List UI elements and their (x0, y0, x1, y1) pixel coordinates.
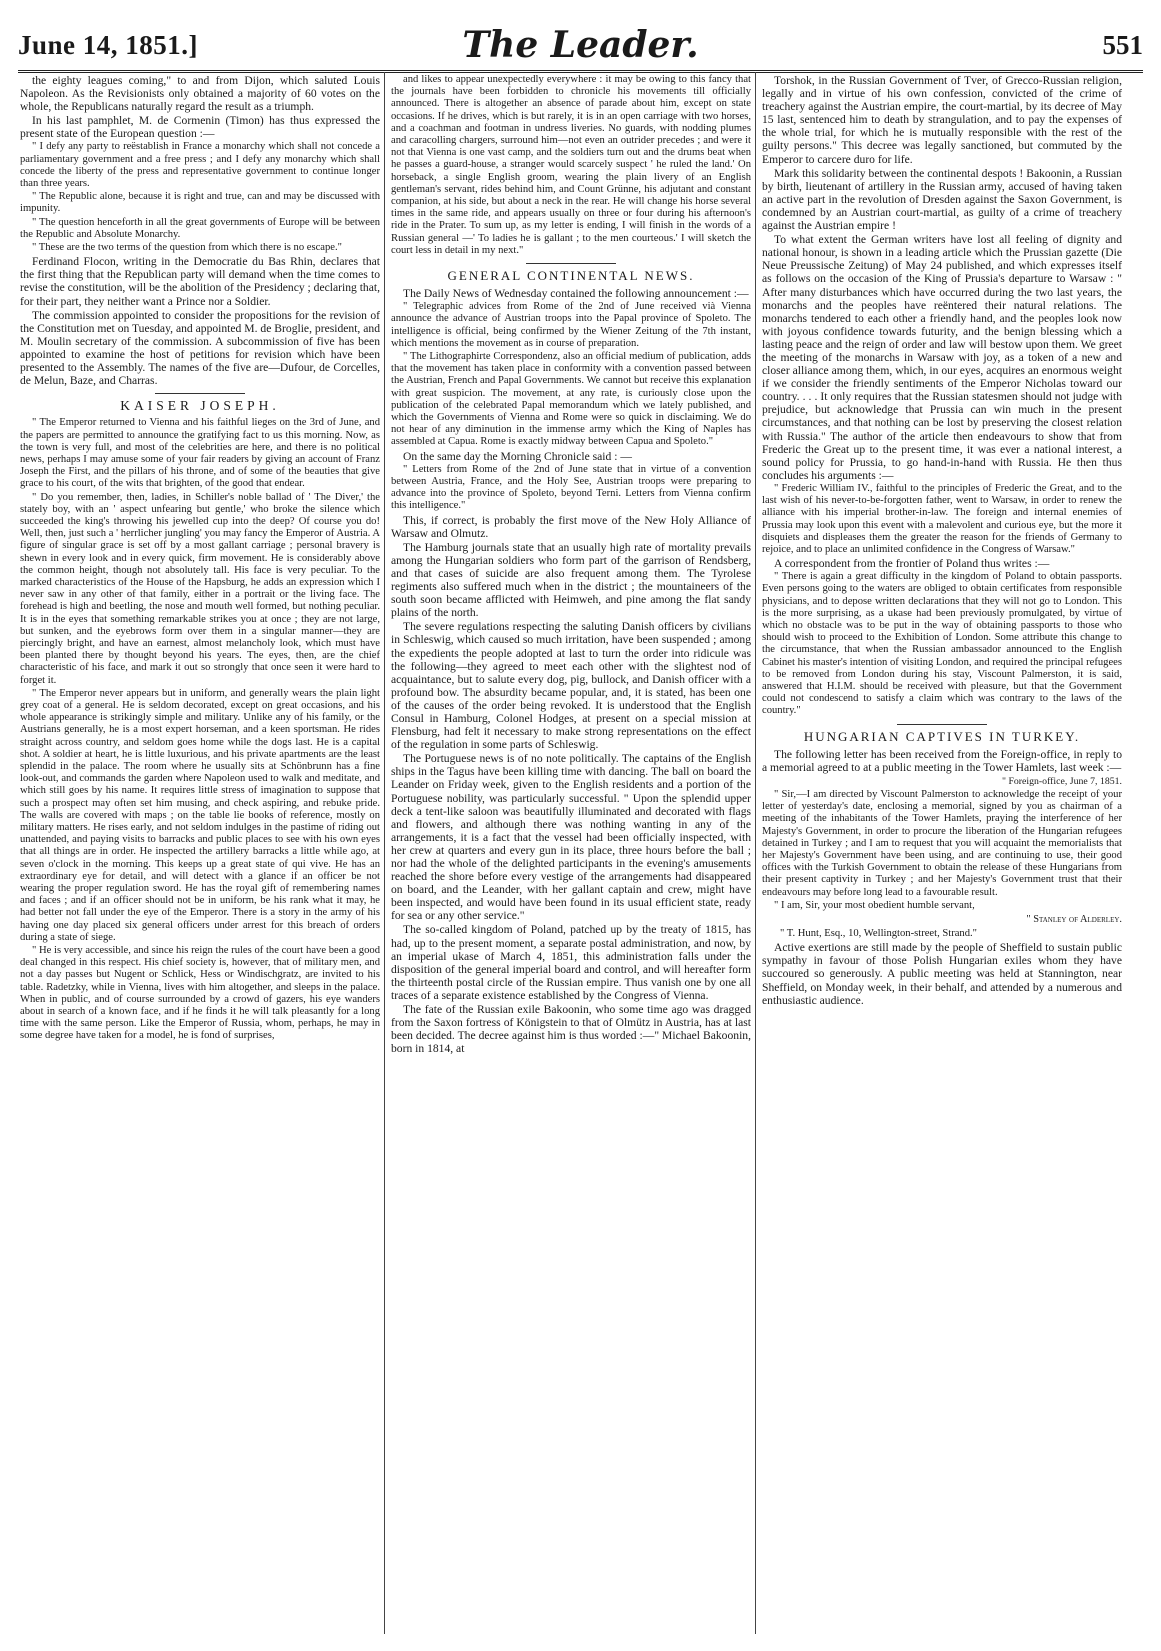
quote-paragraph: and likes to appear unexpectedly everywhere : it may be owing to this fancy that the journals have been forbidden to chronicle his movements till officially announced. There is altogether an absence of parade about him, except on state occasions. If he drives, which is but rarely, it is in an open carriage with two horses, and a coachman and footman in undress liveries. No guards, with nodding plumes and caracolling chargers, surround him—not even an outrider precedes ; and were it not that Vienna is one vast camp, and the soldiers turn out and the drums beat when he passes a guard-house, a stranger would scarcely suspect ' he ruled the land.' On horseback, a single English groom, wearing the plain livery of an English gentleman's servant, rides behind him, and Count Grünne, his adjutant and constant companion, at his side, but about a neck in the rear. He will change his horse several times in the same ride, and appears usually on three or four during his afternoon's ride in the Prater. To sum up, as my letter is ending, I will finish in the words of a Russian general —' To ladies he is gallant ; to the men courteous.' I will sketch the court less in detail in my next." (391, 74, 751, 256)
quote-paragraph: " Do you remember, then, ladies, in Schiller's noble ballad of ' The Diver,' the stately boy, with an ' aspect unfearing but gentle,' who broke the silence which succeeded the king's throwing his jewelled cup into the deep? Of course you do! Well, then, just such a ' herrlicher jungling' you may fancy the Emperor of Austria. A figure of singular grace is set off by a most gallant carriage ; personal bravery is shewn in every look and in every quick, firm movement. He is considerably above the common height, though not absolutely tall. His face is very peculiar. To the marked characteristics of the House of the Hapsburg, he adds an expression which I never saw in any other of that family, either in a portrait or the living face. The forehead is high and beetling, the nose and mouth well formed, but nothing peculiar. It is in the eyes that something remarkable strikes you at once ; they are not large, but sunken, and the eyebrows form over them in a singular manner—they are piercingly bright, and have an earnest, almost melancholy look, which must have been planted there by thought beyond his years. The eyes, then, are the chief characteristic of his face, and mark it out so strongly that once seen it were hard to forget it. (20, 491, 380, 686)
quote-paragraph: " Sir,—I am directed by Viscount Palmerston to acknowledge the receipt of your letter of yesterday's date, enclosing a memorial, signed by you as chairman of a meeting of the inhabitants of the Tower Hamlets, praying the interference of her Majesty's Government, in order to procure the liberation of the Hungarian refugees detained in Turkey ; and I am to request that you will acquaint the memorialists that her Majesty's Government have been using, and are continuing to use, their good offices with the Turkish Government to obtain the release of these Hungarians from their present captivity in Turkey ; and her Majesty's Government trust that their endeavours may before long lead to a favourable result. (762, 789, 1122, 898)
quote-paragraph: " The Lithographirte Correspondenz, also an official medium of publication, adds that the movement has taken place in conformity with a convention passed between the Austrian, French and Papal Governments. We cannot but receive this explanation with great suspicion. The movement, at any rate, is curiously close upon the publication of the celebrated Papal memorandum which we lately published, and which the Governments of Vienna and Rome were so quick in disclaiming. We do not hear of any diminution in the immense army which the King of Naples has assembled at Capua. Rome is exactly midway between Capua and Spoleto." (391, 351, 751, 448)
section-heading: KAISER JOSEPH. (120, 398, 280, 414)
paragraph: The fate of the Russian exile Bakoonin, who some time ago was dragged from the Saxon fortress of Königstein to that of Olmütz in Austria, has at last been decided. The decree against him is thus worded :—" Michael Bakoonin, born in 1814, at (391, 1003, 751, 1056)
page-number: 551 (1102, 30, 1143, 60)
paragraph: The severe regulations respecting the saluting Danish officers by civilians in Schleswig, which caused so much irritation, have been suspended ; among the expedients the people adopted at last to turn the order into ridicule was the following—they agreed to meet each other with the slightest nod of acquaintance, but to salute every dog, pig, bullock, and Danish officer with a profound bow. The absurdity became popular, and, it is stated, has been one of the causes of the order being revoked. It is understood that the English Consul in Hamburg, Colonel Hodges, at present on a special mission at Flensburg, had felt it necessary to make strong representations on the effect of the regulation in some parts of Schleswig. (391, 620, 751, 752)
letter-signature: " Stanley of Alderley. (1026, 914, 1122, 926)
section-heading: HUNGARIAN CAPTIVES IN TURKEY. (803, 728, 1081, 744)
paragraph: Mark this solidarity between the continental despots ! Bakoonin, a Russian by birth, lieutenant of artillery in the Russian army, accused of having taken an active part in the revolution of Dresden against the Saxon Government, is condemned by an Austrian court-martial, as guilty of a crime of treachery against the Austrian empire ! (762, 166, 1122, 233)
letter-address: " T. Hunt, Esq., 10, Wellington-street, Strand." (780, 928, 977, 940)
paragraph: In his last pamphlet, M. de Cormenin (Timon) has thus expressed the present state of the European question :— (20, 114, 380, 141)
quote-paragraph: " I am, Sir, your most obedient humble servant, (774, 899, 975, 911)
quote-paragraph: " He is very accessible, and since his reign the rules of the court have been a good deal changed in this respect. His chief society is, however, that of military men, and not a day passes but Nugent or Schlick, Hess or Windischgratz, are invited to his table. Radetzky, while in Vienna, lives with him altogether, and sleeps in the palace. When in public, and of course surrounded by a crowd of gazers, his eye wanders about in search of a known face, and if he finds it he will talk pleasantly for a long time with the same person. Like the Emperor of Russia, whom, perhaps, he may in some degree have taken for a model, he is fond of surprises, (20, 945, 380, 1042)
section-rule (897, 724, 987, 725)
quote-paragraph: " The question henceforth in all the great governments of Europe will be between the Republic and Absolute Monarchy. (20, 216, 380, 240)
paragraph: The Portuguese news is of no note politically. The captains of the English ships in the Tagus have been killing time with dancing. The ball on board the Leander on Friday week, given to the English residents and a portion of the Portuguese nobility, was particularly successful. " Upon the splendid upper deck a tent-like saloon was beautifully illuminated and decorated with flags and flowers, and although there was nothing wanting in any of the arrangements, it is a fact that the vessel had been officially inspected, with her crew at quarters and every gun in its place, three hours before the ball ; nor had the whole of the delighted participants in the evening's amusements reached the shore before every vestige of the arrangements had disappeared on board, and the Leander, with her gallant captain and crew, might have been inspected, and would have been found in its usual efficient state, ready for sea or any other service." (391, 752, 751, 923)
column-2 (391, 74, 751, 1634)
paragraph: the eighty leagues coming," to and from Dijon, which saluted Louis Napoleon. As the Revisionists only obtained a majority of 60 votes on the whole, the Republicans naturally regard the result as a triumph. (20, 74, 380, 114)
column-3 (762, 74, 1122, 1634)
paragraph: The Daily News of Wednesday contained the following announcement :— (403, 287, 749, 301)
column-divider (755, 72, 756, 1634)
quote-paragraph: " Telegraphic advices from Rome of the 2nd of June received vià Vienna announce the advance of Austrian troops into the Papal province of Spoleto. The intelligence is official, being confirmed by the Wiener Zeitung of the 7th instant, which mentions the movement as in course of preparation. (391, 301, 751, 349)
quote-paragraph: " Letters from Rome of the 2nd of June state that in virtue of a convention between Austria, France, and the Holy See, Austrian troops were preparing to advance into the province of Spoleto, beyond Terni. Letters from Vienna confirm this intelligence." (391, 463, 751, 512)
paragraph: On the same day the Morning Chronicle said : — (403, 449, 632, 463)
section-rule (526, 263, 616, 264)
quote-paragraph: " There is again a great difficulty in the kingdom of Poland to obtain passports. Even persons going to the waters are obliged to obtain certificates from responsible physicians, and to depose written declarations that they will not go to London. This is the more surprising, as a ukase had been previously promulgated, by virtue of which no obstacle was to be put in the way of obtaining passports to those who should wish to proceed to the Exhibition of London. Some attribute this change to the circumstance, that when the Russian ambassador announced to the English Cabinet his master's intention of visiting London, and required the principal refugees to be removed from London during his stay, Viscount Palmerston, it is said, answered that H.I.M. should be received with pleasure, but that the Government could not condescend to satisfy a claim which was contrary to the laws of the country." (762, 571, 1122, 717)
paragraph: Active exertions are still made by the people of Sheffield to sustain public sympathy in favour of those Polish Hungarian exiles whom they have succoured so generously. A public meeting was held at Stannington, near Sheffield, on Monday week, in their behalf, and attended by a numerous and enthusiastic audience. (762, 941, 1122, 1007)
paragraph: This, if correct, is probably the first move of the New Holy Alliance of Warsaw and Olmutz. (391, 513, 751, 540)
masthead-title: The Leader. (462, 24, 699, 66)
paragraph: Torshok, in the Russian Government of Tver, of Grecco-Russian religion, legally and in virtue of his own confession, convicted of the crime of treachery against the Austrian empire, the court-martial, by its decree of May 15 last, sentenced him to death by strangulation, and to pay the expenses of the whole trial, for which he is mutually responsible with the rest of the guilty persons." This decree was legally sanctioned, but commuted by the Emperor to carcere duro for life. (762, 74, 1122, 166)
quote-paragraph: " The Republic alone, because it is right and true, can and may be discussed with impunity. (20, 191, 380, 215)
section-heading: GENERAL CONTINENTAL NEWS. (447, 268, 695, 284)
page-header (18, 18, 1143, 68)
paragraph: The so-called kingdom of Poland, patched up by the treaty of 1815, has had, up to the present moment, a separate postal administration, and now, by an imperial ukase of March 4, 1851, this administration falls under the disposition of the general imperial board and control, and will hereafter form the thirteenth postal circle of the Russian empire. Thus vanish one by one all traces of a separate existence established by the Congress of Vienna. (391, 923, 751, 1002)
column-divider (384, 72, 385, 1634)
quote-paragraph: " The Emperor returned to Vienna and his faithful lieges on the 3rd of June, and the papers are permitted to announce the gratifying fact to us this morning. Now, as the town is very full, and most of the celebrities are here, and there is no political news, perhaps I may amuse some of your fair readers by giving an account of Franz Joseph the First, and the pillars of his throne, and of some of the beauties that give grace to his court, of the wits that brighten, of the good that endear. (20, 417, 380, 490)
paragraph: To what extent the German writers have lost all feeling of dignity and national honour, is shown in a leading article which the Prussian gazette (Die Neue Preussische Zeitung) of May 24 published, and which expresses itself as follows on the occasion of the King of Prussia's departure to Warsaw : " After many disturbances which have occurred during the two last years, the monarchs and the peoples have reëntered their natural relations. The monarchs tendered to each other a friendly hand, and the peoples look now with joyous confidence towards futurity, and the benign blessing which a lasting peace and the reign of order and law will bestow upon them. We greet the meeting of the monarchs in Warsaw with joy, as a token of a new and closer alliance among them, which, in our eyes, acquires an enormous weight if we consider the friendly sentiments of the Emperor Nicholas toward our country. . . . It only requires that the Russian statesmen should not judge with prejudice, but acknowledge that Prussia can win much in the present circumstances, and that nothing can be lost by preserving the closest relation with Russia." The author of the article then endeavours to show that from Frederic the Great up to the present time, it was ever a national interest, a sound policy for Prussia, to go hand-in-hand with Russia. He then thus concludes his arguments :— (762, 233, 1122, 482)
quote-paragraph: " Frederic William IV., faithful to the principles of Frederic the Great, and to the last wish of his never-to-be-forgotten father, went to Warsaw, in order to renew the alliance with his imperial brother-in-law. The foreign and internal enemies of Prussia may look upon this event with a malevolent and curious eye, but the more it disquiets and displeases them the greater the reason for the friends of Germany to rejoice, and to place an unlimited confidence in the Congress of Warsaw." (762, 482, 1122, 555)
paragraph: The Hamburg journals state that an usually high rate of mortality prevails among the Hungarian soldiers who form part of the garrison of Rendsberg, and that cases of suicide are also frequent among them. The Tyrolese regiments also suffered much when in the district ; the mountaineers of the south soon became afflicted with Heimweh, and pine among the flat sandy plains of the north. (391, 540, 751, 620)
section-rule (155, 393, 245, 394)
paragraph: Ferdinand Flocon, writing in the Democratie du Bas Rhin, declares that the first thing that the Republican party will demand when the time comes to revise the constitution, will be the abolition of the Presidency ; declaring that, for their part, they neither want a Prince nor a Soldier. (20, 255, 380, 308)
letter-dateline: " Foreign-office, June 7, 1851. (1002, 775, 1122, 787)
header-rule (18, 70, 1143, 73)
paragraph: A correspondent from the frontier of Poland thus writes :— (774, 557, 1050, 571)
paragraph: The commission appointed to consider the propositions for the revision of the Constitution met on Tuesday, and appointed M. de Broglie, president, and M. Moulin secretary of the commission. A subcommission of five has been appointed to examine the host of petitions for revision which have been presented to the Assembly. The names of the five are—Dufour, de Corcelles, de Melun, Baze, and Charras. (20, 308, 380, 388)
quote-paragraph: " The Emperor never appears but in uniform, and generally wears the plain light grey coat of a general. He is seldom decorated, except on great occasions, and his whole appearance is strikingly simple and military. Unlike any of his family, or the Austrians generally, he is a most expert horseman, and a keen sportsman. He rides straight across country, and seldom goes home while the dogs last. He is a capital shot. A soldier at heart, he is little luxurious, and his private apartments are the least splendid in the palace. The room where he usually sits at Schönbrunn has a fine look-out, and commands the garden where Napoleon used to walk and meditate, and which still goes by his name. It requires little stress of imagination to suppose that such a prospect may often set him musing, and check aspiring, and rebuke pride. The walls are covered with maps ; on the table lie books of reference, mostly on military matters. He rises early, and not seldom indulges in the pastime of riding out unattended, and paying visits to barracks and public places to see with his own eyes that all things are in order. He inspected the artillery barracks a little while ago, at seven o'clock in the morning. This keeps up a great state of qui vive. He has an extraordinary eye for detail, and will detect with a glance if an officer be not wearing the proper regulation sword. He has the royal gift of remembering names and faces ; and if an officer should not be in uniform, be his rank what it may, he had better not fall under the eye of the Emperor. There is a story in the army of his having one day placed six general officers under arrest for this breach of orders during a state of siege. (20, 687, 380, 943)
quote-paragraph: " I defy any party to reëstablish in France a monarchy which shall not concede a parliamentary government and a free press ; and I defy any monarchy which shall concede the liberty of the press and representative government to continue longer than three years. (20, 141, 380, 190)
quote-paragraph: " These are the two terms of the question from which there is no escape." (32, 242, 342, 254)
issue-date: June 14, 1851.] (18, 30, 199, 60)
column-1 (20, 74, 380, 1634)
paragraph: The following letter has been received from the Foreign-office, in reply to a memorial agreed to at a public meeting in the Tower Hamlets, last week :— (762, 747, 1122, 774)
